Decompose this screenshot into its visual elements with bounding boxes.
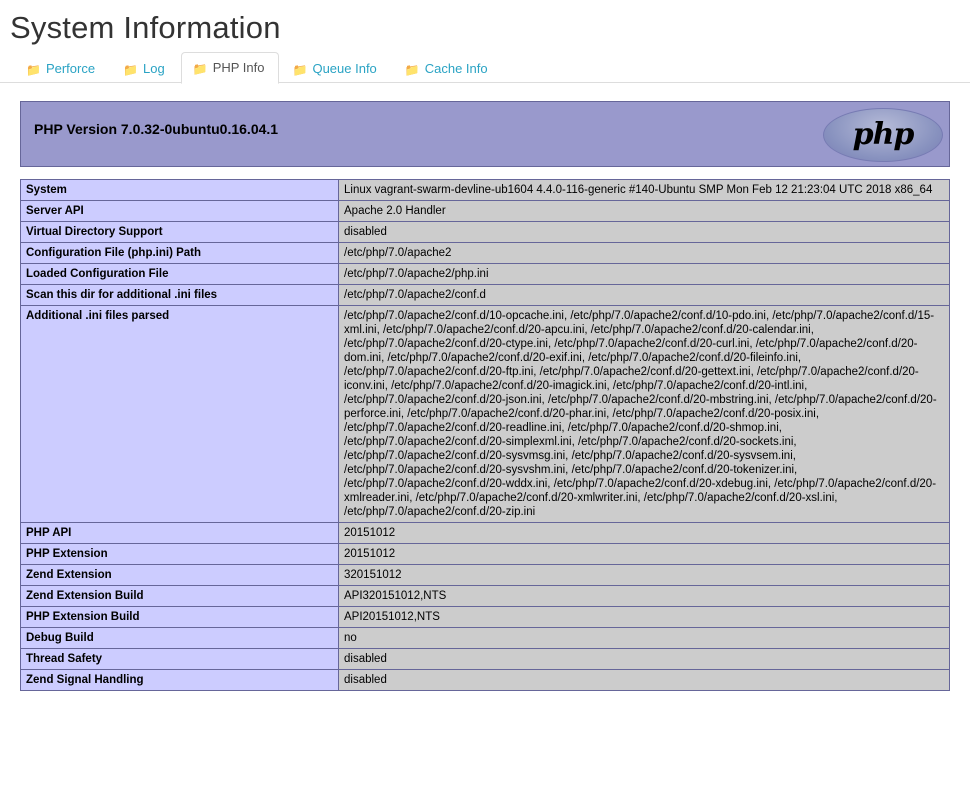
tab-label: Cache Info — [424, 61, 488, 76]
phpinfo-key: Virtual Directory Support — [21, 222, 339, 243]
table-row — [21, 670, 950, 691]
phpinfo-panel — [20, 101, 950, 691]
folder-icon: 📁 — [404, 63, 420, 77]
tab-item — [111, 53, 179, 84]
tab-item — [14, 53, 109, 84]
tab-log[interactable] — [111, 53, 179, 84]
phpinfo-value: API20151012,NTS — [339, 607, 950, 628]
phpinfo-value: disabled — [339, 670, 950, 691]
phpinfo-value: /etc/php/7.0/apache2/conf.d — [339, 285, 950, 306]
php-logo-icon — [823, 108, 943, 162]
phpinfo-value: disabled — [339, 649, 950, 670]
folder-icon: 📁 — [292, 63, 308, 77]
tab-item — [393, 53, 502, 84]
tab-label: Queue Info — [312, 61, 377, 76]
folder-icon: 📁 — [192, 62, 208, 76]
tab-item — [281, 53, 391, 84]
phpinfo-value: /etc/php/7.0/apache2/php.ini — [339, 264, 950, 285]
phpinfo-key: Zend Extension Build — [21, 586, 339, 607]
table-row — [21, 243, 950, 264]
phpinfo-value: API320151012,NTS — [339, 586, 950, 607]
phpinfo-table — [20, 179, 950, 691]
table-row — [21, 222, 950, 243]
phpinfo-value: Linux vagrant-swarm-devline-ub1604 4.4.0-116-generic #140-Ubuntu SMP Mon Feb 12 21:23:04 UTC 2018 x86_64 — [339, 180, 950, 201]
php-version-heading: PHP Version 7.0.32-0ubuntu0.16.04.1 — [34, 121, 279, 137]
table-row — [21, 586, 950, 607]
tab-bar — [0, 52, 970, 83]
tab-label: PHP Info — [212, 60, 265, 75]
table-row — [21, 180, 950, 201]
phpinfo-key: PHP Extension Build — [21, 607, 339, 628]
phpinfo-value: 20151012 — [339, 544, 950, 565]
phpinfo-key: System — [21, 180, 339, 201]
phpinfo-key: PHP Extension — [21, 544, 339, 565]
table-row — [21, 544, 950, 565]
phpinfo-key: Loaded Configuration File — [21, 264, 339, 285]
phpinfo-key: Debug Build — [21, 628, 339, 649]
folder-icon: 📁 — [123, 63, 139, 77]
phpinfo-key: Zend Signal Handling — [21, 670, 339, 691]
table-row — [21, 201, 950, 222]
phpinfo-value: Apache 2.0 Handler — [339, 201, 950, 222]
phpinfo-key: Server API — [21, 201, 339, 222]
phpinfo-value: disabled — [339, 222, 950, 243]
phpinfo-key: PHP API — [21, 523, 339, 544]
table-row — [21, 649, 950, 670]
table-row — [21, 306, 950, 523]
folder-icon: 📁 — [26, 63, 41, 77]
page-title: System Information — [10, 10, 281, 45]
table-row — [21, 264, 950, 285]
phpinfo-value: 320151012 — [339, 565, 950, 586]
php-logo-text: php — [852, 117, 914, 152]
table-row — [21, 285, 950, 306]
phpinfo-key: Zend Extension — [21, 565, 339, 586]
phpinfo-key: Configuration File (php.ini) Path — [21, 243, 339, 264]
tab-label: Log — [143, 61, 165, 76]
phpinfo-value: /etc/php/7.0/apache2/conf.d/10-opcache.ini, /etc/php/7.0/apache2/conf.d/10-pdo.ini, /etc/php/7.0/apache2/conf.d/15-xml.ini, /etc/php/7.0/apache2/conf.d/20-apcu.ini, /etc/php/7.0/apache2/conf.d/20-calendar.ini, /etc/php/7.0/apache2/conf.d/20-ctype.ini, /etc/php/7.0/apache2/conf.d/20-curl.ini, /etc/php/7.0/apache2/conf.d/20-dom.ini, /etc/php/7.0/apache2/conf.d/20-exif.ini, /etc/php/7.0/apache2/conf.d/20-fileinfo.ini, /etc/php/7.0/apache2/conf.d/20-ftp.ini, /etc/php/7.0/apache2/conf.d/20-gettext.ini, /etc/php/7.0/apache2/conf.d/20-iconv.ini, /etc/php/7.0/apache2/conf.d/20-imagick.ini, /etc/php/7.0/apache2/conf.d/20-intl.ini, /etc/php/7.0/apache2/conf.d/20-json.ini, /etc/php/7.0/apache2/conf.d/20-mbstring.ini, /etc/php/7.0/apache2/conf.d/20-perforce.ini, /etc/php/7.0/apache2/conf.d/20-phar.ini, /etc/php/7.0/apache2/conf.d/20-posix.ini, /etc/php/7.0/apache2/conf.d/20-readline.ini, /etc/php/7.0/apache2/conf.d/20-shmop.ini, /etc/php/7.0/apache2/conf.d/20-simplexml.ini, /etc/php/7.0/apache2/conf.d/20-sockets.ini, /etc/php/7.0/apache2/conf.d/20-sysvmsg.ini, /etc/php/7.0/apache2/conf.d/20-sysvsem.ini, /etc/php/7.0/apache2/conf.d/20-sysvshm.ini, /etc/php/7.0/apache2/conf.d/20-tokenizer.ini, /etc/php/7.0/apache2/conf.d/20-wddx.ini, /etc/php/7.0/apache2/conf.d/20-xdebug.ini, /etc/php/7.0/apache2/conf.d/20-xmlreader.ini, /etc/php/7.0/apache2/conf.d/20-xmlwriter.ini, /etc/php/7.0/apache2/conf.d/20-xsl.ini, /etc/php/7.0/apache2/conf.d/20-zip.ini — [339, 306, 950, 523]
tab-php-info[interactable] — [181, 52, 279, 84]
phpinfo-key: Additional .ini files parsed — [21, 306, 339, 523]
table-row — [21, 523, 950, 544]
table-row — [21, 565, 950, 586]
tab-cache-info[interactable] — [393, 53, 502, 84]
tab-item — [181, 52, 279, 84]
phpinfo-header — [20, 101, 950, 167]
table-row — [21, 607, 950, 628]
tab-perforce[interactable] — [14, 53, 109, 84]
phpinfo-key: Thread Safety — [21, 649, 339, 670]
phpinfo-value: 20151012 — [339, 523, 950, 544]
phpinfo-key: Scan this dir for additional .ini files — [21, 285, 339, 306]
phpinfo-value: /etc/php/7.0/apache2 — [339, 243, 950, 264]
tab-label: Perforce — [45, 61, 96, 76]
phpinfo-value: no — [339, 628, 950, 649]
table-row — [21, 628, 950, 649]
tab-queue-info[interactable] — [281, 53, 391, 84]
